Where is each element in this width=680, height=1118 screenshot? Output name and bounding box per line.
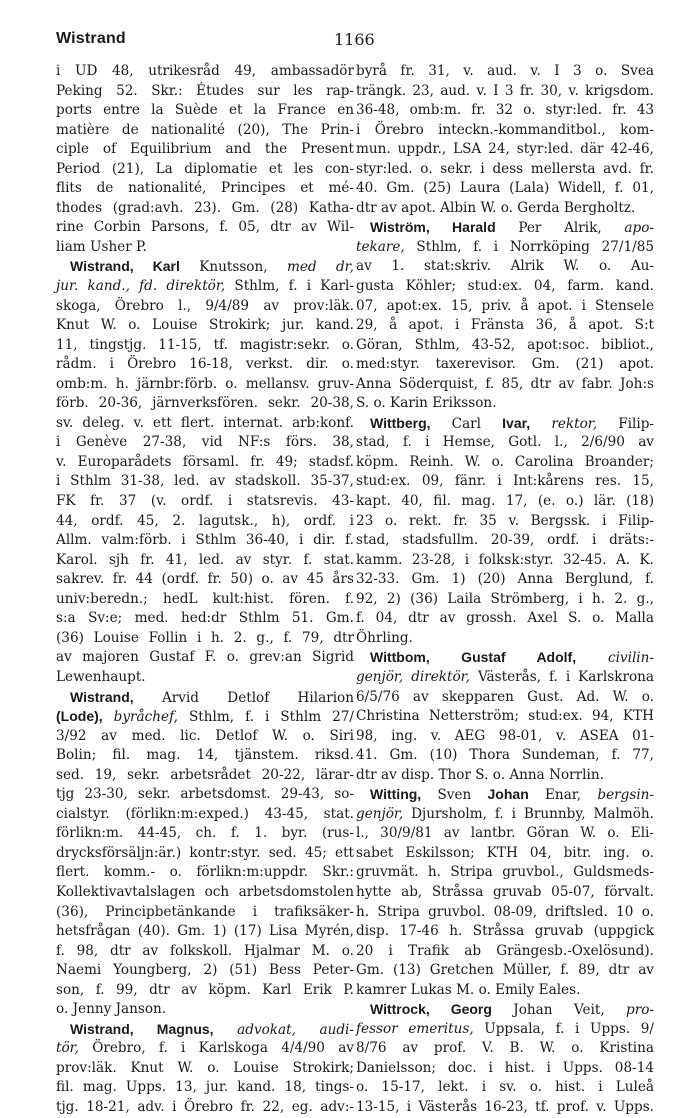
- text-line: [356, 375, 654, 395]
- entry-text: 98, ing. v. AEG 98-01, v. ASEA 01-: [356, 727, 654, 744]
- text-line: [356, 297, 654, 317]
- text-line: [356, 942, 654, 962]
- entry-text: kamrer Lukas M. o. Emily Eales.: [356, 981, 581, 998]
- entry-text: kamm. 23-28, i folksk:styr. 32-45. A. K.: [356, 551, 654, 568]
- entry-text: tjg 23-30, sekr. arbetsdomst. 29-43, so-: [56, 786, 354, 803]
- entry-name: Wittberg,: [370, 414, 431, 431]
- text-line: [56, 668, 354, 688]
- entry-text: rine Corbin Parsons, f. 05, dtr av Wil-: [56, 219, 354, 236]
- entry-title: genjör, direktör,: [356, 668, 470, 685]
- text-line: [56, 316, 354, 336]
- text-line: [356, 355, 654, 375]
- entry-text: Naemi Youngberg, 2) (51) Bess Peter-: [56, 962, 354, 979]
- entry-text: skoga, Örebro l., 9/4/89 av prov:läk.: [56, 297, 354, 314]
- text-line: [56, 179, 354, 199]
- entry-text: l., 30/9/81 av lantbr. Göran W. o. Eli-: [356, 825, 654, 842]
- entry-text: 20 i Trafik ab Grängesb.-Oxelösund).: [356, 942, 654, 959]
- entry-text: 29, å apot. i Fränsta 36, å apot. S:t: [356, 317, 654, 334]
- text-line: [356, 1020, 654, 1040]
- entry-text: Allm. valm:förb. i Sthlm 36-40, i dir. f.: [56, 532, 354, 549]
- text-line: [356, 433, 654, 453]
- entry-text: Uppsala, f. i Upps. 9/: [473, 1020, 654, 1037]
- entry-title: byråchef,: [102, 709, 178, 726]
- text-line: [56, 336, 354, 356]
- text-line: [56, 688, 354, 708]
- entry-text: flert. komm.- o. förlikn:m:uppdr. Skr.:: [56, 864, 354, 881]
- entry-text: Göran, Sthlm, 43-52, apot:soc. bibliot.,: [356, 336, 654, 353]
- entry-text: ports entre la Suède et la France en: [56, 102, 354, 119]
- entry-title: civilin-: [576, 650, 654, 667]
- entry-text: av majoren Gustaf F. o. grev:an Sigrid: [56, 649, 354, 666]
- entry-name: Wiström, Harald: [370, 219, 496, 236]
- entry-name: Wistrand, Magnus,: [70, 1020, 214, 1037]
- text-line: [356, 766, 654, 786]
- text-line: [356, 121, 654, 141]
- text-line: [356, 1000, 654, 1020]
- text-line: [356, 453, 654, 473]
- entry-text: S. o. Karin Eriksson.: [356, 395, 497, 412]
- entry-text: 92, 2) (36) Laila Strömberg, i h. 2. g.,: [356, 590, 654, 607]
- entry-text: sed. 19, sekr. arbetsrådet 20-22, lärar-: [56, 766, 354, 783]
- text-line: [56, 727, 354, 747]
- entry-text: hetsfrågan (40). Gm. 1) (17) Lisa Myrén,: [56, 923, 354, 940]
- text-line: [56, 433, 354, 453]
- text-line: [56, 863, 354, 883]
- text-line: [56, 883, 354, 903]
- text-line: [356, 101, 654, 121]
- entry-name: Witting,: [370, 786, 422, 803]
- entry-text: Enar,: [528, 787, 598, 804]
- entry-name: Wistrand, Karl: [70, 258, 180, 275]
- text-line: [356, 746, 654, 766]
- entry-text: kapt. 40, fil. mag. 17, (e. o.) lär. (18): [356, 493, 654, 510]
- entry-text: o. 15-17, lekt. i sv. o. hist. i Luleå: [356, 1079, 654, 1096]
- entry-text: 6/5/76 av skepparen Gust. Ad. W. o.: [356, 688, 654, 705]
- page-number: 1166: [334, 30, 375, 49]
- entry-text: Sthlm, f. i Norrköping 27/1/85: [404, 238, 654, 255]
- text-line: [56, 942, 354, 962]
- text-line: [356, 179, 654, 199]
- text-line: [56, 355, 354, 375]
- entry-text: cialstyr. (förlikn:m:exped.) 43-45, stat.: [56, 805, 354, 822]
- text-line: [356, 707, 654, 727]
- entry-text: tjg. 18-21, adv. i Örebro fr. 22, eg. adv:-: [56, 1098, 354, 1115]
- text-line: [356, 160, 654, 180]
- entry-text: 36-48, omb:m. fr. 32 o. styr:led. fr. 43: [356, 102, 654, 119]
- text-line: [56, 648, 354, 668]
- text-line: [356, 551, 654, 571]
- entry-text: Djursholm, f. i Brunnby, Malmöh.: [403, 805, 654, 822]
- entry-name: Ivar,: [502, 414, 531, 431]
- entry-title: tör,: [56, 1040, 79, 1057]
- entry-title: advokat, audi-: [213, 1021, 354, 1038]
- text-line: [56, 746, 354, 766]
- text-line: [56, 140, 354, 160]
- text-line: [56, 570, 354, 590]
- entry-text: univ:beredn.; hedL kult:hist. fören. f.: [56, 590, 354, 607]
- entry-text: 40. Gm. (25) Laura (Lala) Widell, f. 01,: [356, 180, 654, 197]
- entry-name: Johan: [487, 786, 529, 803]
- entry-title: apo-: [624, 220, 654, 237]
- entry-text: Filip-: [597, 415, 654, 432]
- entry-name: Wistrand,: [70, 688, 134, 705]
- entry-text: (36), Principbetänkande i trafiksäker-: [56, 903, 354, 920]
- text-line: [356, 1059, 654, 1079]
- entry-text: 32-33. Gm. 1) (20) Anna Berglund, f.: [356, 571, 654, 588]
- entry-text: 44, ordf. 45, 2. lagutsk., h), ordf. i: [56, 512, 354, 529]
- entry-title: rektor,: [530, 415, 598, 432]
- entry-text: Västerås, f. i Karlskrona: [470, 668, 654, 685]
- text-line: [56, 101, 354, 121]
- entry-text: hytte ab, Stråssa gruvab 05-07, förvalt.: [356, 883, 654, 900]
- text-line: [56, 922, 354, 942]
- text-line: [56, 160, 354, 180]
- entry-name: Wittbom, Gustaf Adolf,: [370, 649, 577, 666]
- text-line: [56, 629, 354, 649]
- entry-text: 8/76 av prof. V. B. W. o. Kristina: [356, 1040, 654, 1057]
- text-line: [56, 824, 354, 844]
- entry-text: Karol. sjh fr. 41, led. av styr. f. stat.: [56, 551, 354, 568]
- text-line: [56, 981, 354, 1001]
- text-line: [56, 766, 354, 786]
- entry-text: Peking 52. Skr.: Études sur les rap-: [56, 82, 354, 99]
- text-line: [56, 257, 354, 277]
- entry-text: 23 o. rekt. fr. 35 v. Bergssk. i Filip-: [356, 512, 654, 529]
- entry-text: prov:läk. Knut W. o. Louise Strokirk;: [56, 1059, 354, 1076]
- text-line: [56, 121, 354, 141]
- entry-text: Period (21), La diplomatie et les con-: [56, 160, 354, 177]
- entry-text: Knut W. o. Louise Strokirk; jur. kand.: [56, 317, 354, 334]
- text-line: [356, 1098, 654, 1118]
- entry-title: bergsin-: [597, 787, 655, 804]
- entry-text: sakrev. fr. 44 (ordf. fr. 50) o. av 45 års: [56, 571, 354, 588]
- entry-text: omb:m. h. järnbr:förb. o. mellansv. gruv-: [56, 375, 354, 392]
- text-line: [356, 844, 654, 864]
- text-line: [356, 590, 654, 610]
- entry-text: förlikn:m. 44-45, ch. f. 1. byr. (rus-: [56, 825, 354, 842]
- text-line: [356, 883, 654, 903]
- text-line: [56, 961, 354, 981]
- entry-text: Danielsson; doc. i hist. i Upps. 08-14: [356, 1059, 654, 1076]
- text-line: [356, 863, 654, 883]
- text-line: [356, 82, 654, 102]
- entry-text: med:styr. taxerevisor. Gm. (21) apot.: [356, 356, 654, 373]
- text-line: [356, 394, 654, 414]
- entry-text: dtr av disp. Thor S. o. Anna Norrlin.: [356, 766, 604, 783]
- entry-text: Gm. (13) Gretchen Müller, f. 89, dtr av: [356, 962, 654, 979]
- entry-text: sabet Eskilsson; KTH 04, bitr. ing. o.: [356, 844, 654, 861]
- entry-title: genjör,: [356, 805, 404, 822]
- text-line: [56, 199, 354, 219]
- text-line: [56, 297, 354, 317]
- text-line: [56, 238, 354, 258]
- text-line: [56, 590, 354, 610]
- entry-text: Per Alrik,: [495, 220, 625, 237]
- text-line: [56, 609, 354, 629]
- entry-text: matière de nationalité (20), The Prin-: [56, 121, 354, 138]
- entry-text: Sthlm, f. i Sthlm 27/: [177, 709, 354, 726]
- entry-text: Bolin; fil. mag. 14, tjänstem. riksd.: [56, 747, 354, 764]
- text-line: [356, 414, 654, 434]
- text-line: [356, 961, 654, 981]
- text-line: [56, 492, 354, 512]
- entry-text: i Genève 27-38, vid NF:s förs. 38,: [56, 434, 354, 451]
- text-line: [356, 62, 654, 82]
- text-line: [356, 1078, 654, 1098]
- entry-text: h. Stripa gruvbol. 08-09, driftsled. 10 o.: [356, 903, 654, 920]
- text-line: [356, 277, 654, 297]
- text-line: [356, 257, 654, 277]
- text-line: [56, 218, 354, 238]
- entry-text: Örebro, f. i Karlskoga 4/4/90 av: [78, 1040, 354, 1057]
- text-line: [356, 218, 654, 238]
- entry-text: styr:led. o. sekr. i dess mellersta avd. fr.: [356, 160, 654, 177]
- entry-text: Anna Söderquist, f. 85, dtr av fabr. Joh:s: [356, 375, 654, 392]
- text-line: [356, 922, 654, 942]
- text-line: [356, 238, 654, 258]
- text-line: [56, 844, 354, 864]
- entry-text: stud:ex. 09, fänr. i Int:kårens res. 15,: [356, 473, 654, 490]
- text-line: [56, 1020, 354, 1040]
- text-line: [356, 316, 654, 336]
- text-line: [56, 1039, 354, 1059]
- entry-title: tekare,: [356, 238, 405, 255]
- entry-text: rådm. i Örebro 16-18, verkst. dir. o.: [56, 356, 354, 373]
- entry-text: Knutsson,: [179, 259, 287, 276]
- running-head: [56, 30, 656, 54]
- entry-text: gusta Köhler; stud:ex. 04, farm. kand.: [356, 278, 654, 295]
- entry-text: byrå fr. 31, v. aud. v. I 3 o. Svea: [356, 63, 654, 79]
- text-line: [56, 903, 354, 923]
- text-line: [356, 472, 654, 492]
- text-line: [56, 375, 354, 395]
- text-line: [56, 277, 354, 297]
- entry-text: stad, stadsfullm. 20-39, ordf. i dräts:-: [356, 532, 654, 549]
- text-line: [56, 1078, 354, 1098]
- text-line: [56, 82, 354, 102]
- entry-text: drycksförsäljn:är.) kontr:styr. sed. 45; ett: [56, 844, 354, 861]
- entry-text: mun. uppdr., LSA 24, styr:led. där 42-46,: [356, 141, 654, 158]
- entry-text: i UD 48, utrikesråd 49, ambassadör: [56, 63, 354, 79]
- entry-text: Öhrling.: [356, 629, 413, 646]
- text-line: [356, 492, 654, 512]
- left-column: [56, 62, 354, 1118]
- text-line: [56, 551, 354, 571]
- text-line: [56, 472, 354, 492]
- text-line: [356, 570, 654, 590]
- text-line: [356, 981, 654, 1001]
- entry-name: Wittrock, Georg: [370, 1001, 492, 1018]
- entry-text: 13-15, i Västerås 16-23, tf. prof. v. Upps.: [356, 1098, 654, 1115]
- entry-text: Arvid Detlof Hilarion: [133, 689, 354, 706]
- entry-text: flits de nationalité, Principes et mé-: [56, 180, 354, 197]
- entry-title: fessor emeritus,: [356, 1020, 474, 1037]
- text-line: [56, 512, 354, 532]
- entry-text: 07, apot:ex. 15, priv. å apot. i Stensele: [356, 297, 654, 314]
- entry-text: Christina Netterström; stud:ex. 94, KTH: [356, 708, 654, 725]
- entry-name: (Lode),: [56, 708, 103, 725]
- entry-text: stad, f. i Hemse, Gotl. l., 2/6/90 av: [356, 434, 654, 451]
- text-line: [56, 1098, 354, 1118]
- entry-text: v. Europarådets församl. fr. 49; stadsf.: [56, 453, 354, 470]
- entry-text: Lewenhaupt.: [56, 668, 146, 685]
- text-line: [56, 62, 354, 82]
- text-line: [356, 609, 654, 629]
- entry-text: disp. 17-46 h. Stråssa gruvab (uppgick: [356, 923, 654, 940]
- entry-text: gruvmät. h. Stripa gruvbol., Guldsmeds-: [356, 864, 654, 881]
- text-line: [356, 512, 654, 532]
- entry-text: 41. Gm. (10) Thora Sundeman, f. 77,: [356, 747, 654, 764]
- text-line: [356, 140, 654, 160]
- text-line: [56, 805, 354, 825]
- entry-text: o. Jenny Janson.: [56, 1001, 167, 1018]
- entry-text: i Sthlm 31-38, led. av stadskoll. 35-37,: [56, 473, 354, 490]
- entry-text: fil. mag. Upps. 13, jur. kand. 18, tings-: [56, 1079, 354, 1096]
- text-line: [56, 707, 354, 727]
- text-line: [356, 629, 654, 649]
- text-line: [56, 1059, 354, 1079]
- text-line: [356, 805, 654, 825]
- entry-title: med dr,: [286, 259, 354, 276]
- running-head-name: Wistrand: [56, 30, 126, 47]
- right-column: [356, 62, 654, 1118]
- entry-text: i Örebro inteckn.-kommanditbol., kom-: [356, 121, 654, 138]
- text-line: [56, 453, 354, 473]
- text-line: [56, 531, 354, 551]
- entry-text: 11, tingstjg. 11-15, tf. magistr:sekr. o.: [56, 336, 354, 353]
- text-line: [56, 414, 354, 434]
- entry-text: köpm. Reinh. W. o. Carolina Broander;: [356, 453, 654, 470]
- text-line: [356, 336, 654, 356]
- text-line: [356, 785, 654, 805]
- entry-text: liam Usher P.: [56, 238, 147, 255]
- entry-text: av 1. stat:skriv. Alrik W. o. Au-: [356, 258, 654, 275]
- text-line: [56, 785, 354, 805]
- entry-text: 3/92 av med. lic. Detlof W. o. Siri: [56, 727, 354, 744]
- entry-text: ciple of Equilibrium and the Present: [56, 141, 354, 158]
- entry-text: dtr av apot. Albin W. o. Gerda Bergholtz.: [356, 199, 636, 216]
- text-line: [356, 903, 654, 923]
- entry-text: sv. deleg. v. ett flert. internat. arb:konf.: [56, 414, 354, 431]
- entry-text: f. 04, dtr av grossh. Axel S. o. Malla: [356, 610, 654, 627]
- text-line: [356, 648, 654, 668]
- text-line: [356, 199, 654, 219]
- entry-text: Sthlm, f. i Karl-: [225, 278, 354, 295]
- entry-text: Johan Veit,: [491, 1002, 627, 1019]
- text-line: [356, 668, 654, 688]
- text-line: [356, 824, 654, 844]
- entry-text: Sven: [421, 787, 488, 804]
- entry-text: f. 98, dtr av folkskoll. Hjalmar M. o.: [56, 942, 354, 959]
- entry-text: förb. 20-36, järnverksfören. sekr. 20-38,: [56, 395, 354, 412]
- entry-title: pro-: [626, 1002, 654, 1019]
- entry-text: FK fr. 37 (v. ordf. i statsrevis. 43-: [56, 493, 354, 510]
- entry-text: (36) Louise Follin i h. 2. g., f. 79, dtr: [56, 629, 354, 646]
- entry-text: Carl: [430, 415, 503, 432]
- entry-text: Kollektivavtalslagen och arbetsdomstolen: [56, 883, 354, 900]
- text-line: [356, 531, 654, 551]
- text-line: [56, 394, 354, 414]
- entry-text: s:a Sv:e; med. hed:dr Sthlm 51. Gm.: [56, 610, 354, 627]
- entry-title: jur. kand., fd. direktör,: [56, 278, 226, 295]
- text-line: [356, 1039, 654, 1059]
- text-line: [56, 1000, 354, 1020]
- entry-text: son, f. 99, dtr av köpm. Karl Erik P.: [56, 981, 354, 998]
- entry-text: thodes (grad:avh. 23). Gm. (28) Katha-: [56, 199, 354, 216]
- text-line: [356, 727, 654, 747]
- entry-text: trängk. 23, aud. v. I 3 fr. 30, v. krigsdom.: [356, 82, 654, 99]
- text-line: [356, 688, 654, 708]
